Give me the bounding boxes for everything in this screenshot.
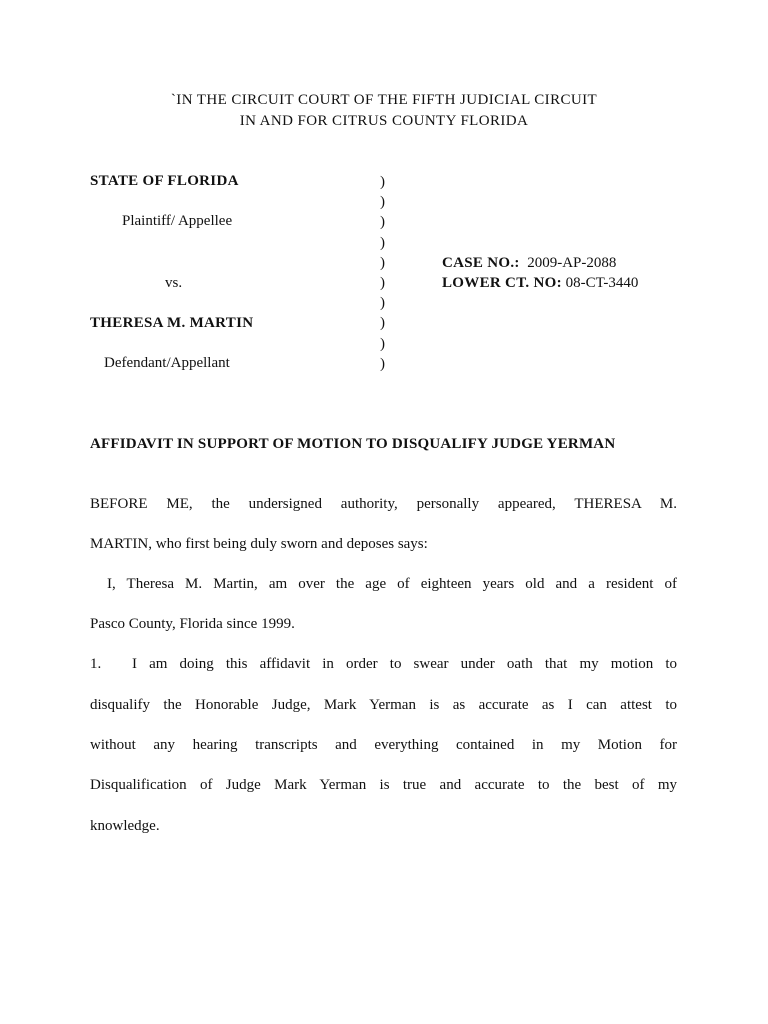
caption-paren: ) [380, 174, 385, 190]
caption-paren: ) [380, 355, 385, 372]
case-number-line [442, 255, 616, 272]
defendant-name: THERESA M. MARTIN [90, 315, 254, 331]
body-line: I am doing this affidavit in order to swear under oath that my motion to [132, 656, 677, 672]
lower-court-number-label: LOWER CT. NO: [442, 275, 562, 291]
caption-paren: ) [380, 274, 385, 291]
caption-parenthesis-column [380, 172, 385, 374]
plaintiff-role: Plaintiff/ Appellee [122, 213, 233, 229]
caption-paren: ) [380, 234, 385, 251]
caption-paren: ) [380, 335, 385, 352]
caption-paren: ) [380, 254, 385, 271]
lower-court-number-line [442, 275, 638, 292]
body-line: BEFORE ME, the undersigned authority, personally appeared, THERESA M. [90, 496, 677, 512]
court-heading-line-1: `IN THE CIRCUIT COURT OF THE FIFTH JUDICIAL CIRCUIT [170, 92, 598, 108]
body-line: I, Theresa M. Martin, am over the age of eighteen years old and a resident of [107, 576, 677, 592]
body-line: Pasco County, Florida since 1999. [90, 616, 295, 632]
body-line: knowledge. [90, 818, 160, 834]
caption-paren: ) [380, 214, 385, 231]
lower-court-number-value: 08-CT-3440 [565, 275, 639, 291]
caption-paren: ) [380, 194, 385, 211]
caption-paren: ) [380, 295, 385, 312]
caption-paren: ) [380, 315, 385, 332]
body-line: without any hearing transcripts and everything contained in my Motion for [90, 737, 677, 753]
body-line: disqualify the Honorable Judge, Mark Yerman is as accurate as I can attest to [90, 697, 677, 713]
plaintiff-name: STATE OF FLORIDA [90, 173, 239, 189]
court-heading-line-2: IN AND FOR CITRUS COUNTY FLORIDA [239, 113, 529, 129]
defendant-role: Defendant/Appellant [104, 355, 230, 371]
body-line: MARTIN, who first being duly sworn and deposes says: [90, 536, 428, 552]
case-number-label: CASE NO.: [442, 255, 520, 271]
case-number-value: 2009-AP-2088 [527, 255, 617, 271]
paragraph-number: 1. [90, 656, 102, 672]
versus-text: vs. [165, 275, 183, 291]
document-title: AFFIDAVIT IN SUPPORT OF MOTION TO DISQUALIFY JUDGE YERMAN [90, 436, 616, 452]
body-line: Disqualification of Judge Mark Yerman is true and accurate to the best of my [90, 777, 677, 793]
